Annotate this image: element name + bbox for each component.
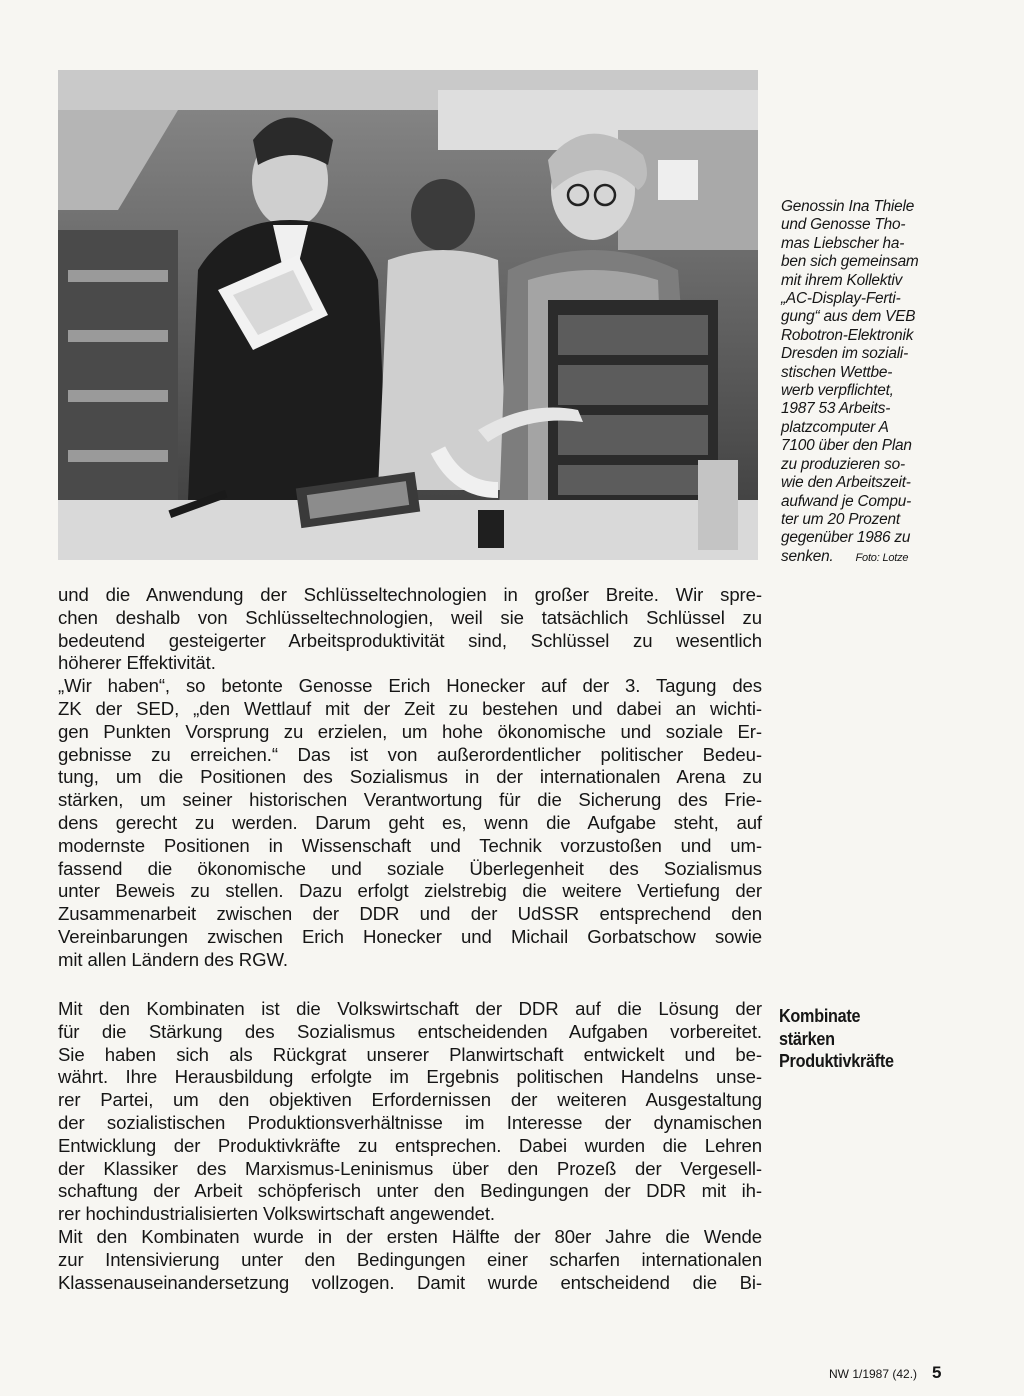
text-line: modernste Positionen in Wissenschaft und Technik vorzustoßen und um- (58, 834, 762, 856)
caption-line: ben sich gemeinsam (781, 253, 919, 271)
side-heading-line: Produktivkräfte (779, 1051, 894, 1071)
caption-line: Dresden im soziali- (781, 345, 909, 363)
text-line: währt. Ihre Herausbildung erfolgte im Ergebnis politischen Handelns unse- (58, 1066, 762, 1088)
text-line: rer Partei, um den objektiven Erfordernissen der weiteren Ausgestaltung (58, 1089, 762, 1111)
text-line: für die Stärkung des Sozialismus entscheidenden Aufgaben vorbereitet. (58, 1020, 762, 1042)
text-line: stärken, um seiner historischen Verantwortung für die Sicherung des Frie- (58, 789, 762, 811)
caption-line: mas Liebscher ha- (781, 234, 905, 252)
page-number: 5 (932, 1363, 942, 1382)
side-heading (779, 1005, 894, 1073)
text-line: Mit den Kombinaten ist die Volkswirtschaft der DDR auf die Lösung der (58, 998, 762, 1019)
text-line: Klassenauseinandersetzung vollzogen. Damit wurde entscheidend die Bi- (58, 1271, 762, 1293)
factory-photo (58, 70, 758, 560)
caption-line: Robotron-Elektronik (781, 326, 914, 344)
caption-line: und Genosse Tho- (781, 216, 906, 234)
text-line: mit allen Ländern des RGW. (58, 948, 288, 970)
text-line: Sie haben sich als Rückgrat unserer Planwirtschaft entwickelt und be- (58, 1043, 762, 1065)
body-paragraph-2 (58, 998, 762, 1294)
caption-line: werb verpflichtet, (781, 382, 894, 400)
text-line: gen Punkten Vorsprung zu erzielen, um hohe ökonomische und soziale Er- (58, 720, 762, 742)
photo-illustration (58, 70, 758, 560)
text-line: Vereinbarungen zwischen Erich Honecker und Michail Gorbatschow sowie (58, 925, 762, 947)
side-heading-line: stärken (779, 1028, 835, 1049)
text-line: höherer Effektivität. (58, 652, 216, 674)
caption-line: stischen Wettbe- (781, 363, 893, 381)
text-line: und die Anwendung der Schlüsseltechnologien in großer Breite. Wir spre- (58, 584, 762, 605)
caption-line: 1987 53 Arbeits- (781, 400, 891, 418)
caption-line: ter um 20 Prozent (781, 510, 900, 528)
publication-reference: NW 1/1987 (42.) (829, 1367, 918, 1381)
text-line: bedeutend gesteigerter Arbeitsproduktivität sind, Schlüssel zu wesentlich (58, 629, 762, 651)
body-paragraph-1 (58, 584, 762, 972)
photo-credit: Foto: Lotze (855, 551, 909, 564)
text-line: rer hochindustrialisierten Volkswirtschaft angewendet. (58, 1203, 495, 1225)
caption-line: „AC-Display-Ferti- (781, 290, 901, 308)
text-line: zur Intensivierung unter den Bedingungen einer scharfen internationalen (58, 1248, 762, 1270)
text-line: „Wir haben“, so betonte Genosse Erich Honecker auf der 3. Tagung des (58, 675, 762, 697)
text-line: ZK der SED, „den Wettlauf mit der Zeit zu bestehen und dabei an wichti- (58, 697, 762, 719)
caption-line: gegenüber 1986 zu (781, 529, 911, 547)
text-line: der sozialistischen Produktionsverhältnisse im Interesse der dynamischen (58, 1111, 762, 1133)
caption-last-word: senken. (781, 547, 834, 565)
text-line: chen deshalb von Schlüsseltechnologien, weil sie tatsächlich Schlüssel zu (58, 606, 762, 628)
caption-line: mit ihrem Kollektiv (781, 271, 903, 289)
text-line: gebnisse zu erreichen.“ Das ist von außerordentlicher politischer Bedeu- (58, 743, 762, 765)
side-heading-line: Kombinate (779, 1006, 861, 1026)
text-line: Zusammenarbeit zwischen der DDR und der UdSSR entsprechend den (58, 903, 762, 925)
text-line: Mit den Kombinaten wurde in der ersten Hälfte der 80er Jahre die Wende (58, 1225, 762, 1247)
photo-caption (781, 198, 961, 567)
text-line: der Klassiker des Marxismus-Leninismus über den Prozeß der Vergesell- (58, 1157, 762, 1179)
text-line: fassend die ökonomische und soziale Überlegenheit des Sozialismus (58, 857, 762, 879)
caption-line: wie den Arbeitszeit- (781, 474, 911, 492)
caption-line: gung“ aus dem VEB (781, 308, 916, 326)
text-line: Entwicklung der Produktivkräfte zu entsprechen. Dabei wurden die Lehren (58, 1134, 762, 1156)
text-line: unter Beweis zu stellen. Dazu erfolgt zielstrebig die weitere Vertiefung der (58, 880, 762, 902)
text-line: tung, um die Positionen des Sozialismus in der internationalen Arena zu (58, 766, 762, 788)
caption-line: aufwand je Compu- (781, 492, 912, 510)
text-line: schaftung der Arbeit schöpferisch unter den Bedingungen der DDR mit ih- (58, 1180, 762, 1202)
caption-last-line (781, 548, 961, 567)
caption-line: 7100 über den Plan (781, 437, 912, 455)
text-line: dens gerecht zu werden. Darum geht es, wenn die Aufgabe steht, auf (58, 811, 762, 833)
caption-line: zu produzieren so- (781, 455, 905, 473)
caption-line: platzcomputer A (781, 418, 889, 436)
caption-line: Genossin Ina Thiele (781, 198, 915, 215)
